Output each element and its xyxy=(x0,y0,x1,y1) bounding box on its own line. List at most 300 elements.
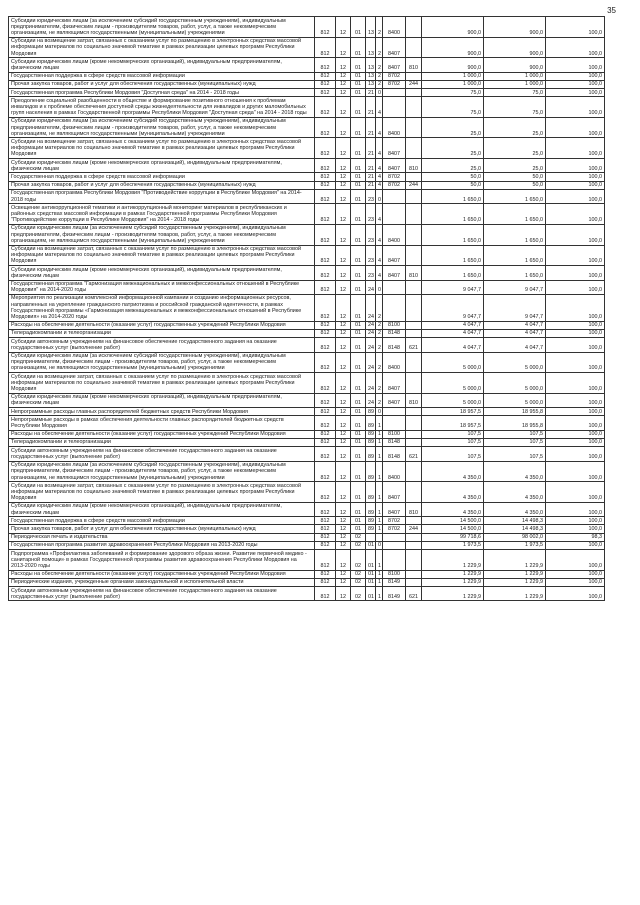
ministry-code-cell: 812 xyxy=(315,294,336,321)
expense-type-cell: 810 xyxy=(406,502,422,516)
table-row xyxy=(9,533,605,541)
row-name-cell: Прочая закупка товаров, работ и услуг для обеспечения государственных (муниципальных) нужд xyxy=(9,181,315,189)
row-name-cell: Государственная программа Республики Мордовия "Доступная среда" на 2014 - 2018 годы xyxy=(9,89,315,97)
planned-amount-cell: 1 229,9 xyxy=(422,550,484,571)
section-code-cell: 12 xyxy=(336,159,351,173)
execution-percent-cell: 100,0 xyxy=(546,117,605,138)
subsection-code-cell: 02 xyxy=(351,533,366,541)
ministry-code-cell: 812 xyxy=(315,587,336,601)
planned-amount-cell: 50,0 xyxy=(422,181,484,189)
expense-type-cell xyxy=(406,17,422,38)
expense-type-cell xyxy=(406,416,422,430)
target-code-part1-cell: 01 xyxy=(366,550,376,571)
target-code-part2-cell: 0 xyxy=(376,189,383,203)
target-code-part2-cell: 1 xyxy=(376,430,383,438)
expense-type-cell: 810 xyxy=(406,393,422,407)
subsection-code-cell: 01 xyxy=(351,294,366,321)
target-code-part3-cell xyxy=(383,541,406,549)
actual-amount-cell: 4 350,0 xyxy=(484,461,546,482)
row-name-cell: Субсидии автономным учреждениям на финансовое обеспечение государственного задания на оказание государственных услуг (выполнение работ) xyxy=(9,338,315,352)
planned-amount-cell: 18 957,5 xyxy=(422,416,484,430)
target-code-part2-cell: 2 xyxy=(376,58,383,72)
planned-amount-cell: 1 229,9 xyxy=(422,578,484,586)
execution-percent-cell: 100,0 xyxy=(546,550,605,571)
target-code-part2-cell: 2 xyxy=(376,321,383,329)
expense-type-cell xyxy=(406,97,422,118)
table-row xyxy=(9,89,605,97)
target-code-part1-cell: 13 xyxy=(366,80,376,88)
execution-percent-cell: 100,0 xyxy=(546,181,605,189)
subsection-code-cell: 01 xyxy=(351,138,366,159)
target-code-part2-cell: 4 xyxy=(376,204,383,225)
execution-percent-cell: 100,0 xyxy=(546,578,605,586)
subsection-code-cell: 01 xyxy=(351,502,366,516)
planned-amount-cell: 18 957,5 xyxy=(422,408,484,416)
target-code-part3-cell xyxy=(383,89,406,97)
target-code-part1-cell: 23 xyxy=(366,189,376,203)
target-code-part3-cell xyxy=(383,204,406,225)
target-code-part3-cell: 8407 xyxy=(383,373,406,394)
ministry-code-cell: 812 xyxy=(315,224,336,245)
execution-percent-cell: 100,0 xyxy=(546,224,605,245)
section-code-cell: 12 xyxy=(336,266,351,280)
section-code-cell: 12 xyxy=(336,80,351,88)
target-code-part3-cell: 8149 xyxy=(383,587,406,601)
subsection-code-cell: 01 xyxy=(351,80,366,88)
budget-table xyxy=(8,16,605,601)
row-name-cell: Субсидии на возмещение затрат, связанных с оказанием услуг по размещению в электронных средствах массовой информации материалов по социально значимой тематике в рамках реализации целевых программ Республики Мордовия xyxy=(9,245,315,266)
subsection-code-cell: 01 xyxy=(351,338,366,352)
execution-percent-cell: 100,0 xyxy=(546,159,605,173)
section-code-cell: 12 xyxy=(336,373,351,394)
target-code-part1-cell: 21 xyxy=(366,138,376,159)
actual-amount-cell: 1 650,0 xyxy=(484,224,546,245)
table-row xyxy=(9,280,605,294)
actual-amount-cell: 50,0 xyxy=(484,181,546,189)
subsection-code-cell: 01 xyxy=(351,117,366,138)
actual-amount-cell: 25,0 xyxy=(484,159,546,173)
ministry-code-cell: 812 xyxy=(315,280,336,294)
table-row xyxy=(9,525,605,533)
planned-amount-cell: 4 047,7 xyxy=(422,321,484,329)
expense-type-cell: 244 xyxy=(406,80,422,88)
planned-amount-cell: 4 350,0 xyxy=(422,482,484,503)
target-code-part1-cell: 21 xyxy=(366,97,376,118)
row-name-cell: Расходы на обеспечение деятельности (оказание услуг) государственных учреждений Республики Мордовия xyxy=(9,321,315,329)
ministry-code-cell: 812 xyxy=(315,329,336,337)
section-code-cell: 12 xyxy=(336,204,351,225)
ministry-code-cell: 812 xyxy=(315,578,336,586)
execution-percent-cell: 100,0 xyxy=(546,72,605,80)
table-row xyxy=(9,329,605,337)
target-code-part2-cell: 2 xyxy=(376,329,383,337)
ministry-code-cell: 812 xyxy=(315,373,336,394)
target-code-part3-cell: 8407 xyxy=(383,266,406,280)
row-name-cell: Субсидии юридическим лицам (за исключением субсидий государственным учреждениям), индивидуальным предпринимателям, физическим лицам - производителям товаров, работ, услуг, а также некоммерческим организациям, не являющимся государственными (муниципальными) учреждениями xyxy=(9,461,315,482)
target-code-part2-cell: 1 xyxy=(376,482,383,503)
table-row xyxy=(9,541,605,549)
ministry-code-cell: 812 xyxy=(315,525,336,533)
expense-type-cell xyxy=(406,294,422,321)
ministry-code-cell: 812 xyxy=(315,550,336,571)
target-code-part2-cell: 1 xyxy=(376,517,383,525)
execution-percent-cell: 100,0 xyxy=(546,430,605,438)
actual-amount-cell: 1 650,0 xyxy=(484,204,546,225)
target-code-part2-cell: 1 xyxy=(376,502,383,516)
target-code-part1-cell: 23 xyxy=(366,245,376,266)
subsection-code-cell: 01 xyxy=(351,173,366,181)
ministry-code-cell: 812 xyxy=(315,517,336,525)
table-row xyxy=(9,517,605,525)
target-code-part1-cell: 23 xyxy=(366,266,376,280)
actual-amount-cell: 107,5 xyxy=(484,438,546,446)
target-code-part1-cell: 89 xyxy=(366,416,376,430)
row-name-cell: Периодические издания, учрежденные органами законодательной и исполнительной власти xyxy=(9,578,315,586)
target-code-part3-cell: 8400 xyxy=(383,461,406,482)
target-code-part3-cell: 8407 xyxy=(383,138,406,159)
execution-percent-cell: 100,0 xyxy=(546,482,605,503)
section-code-cell: 12 xyxy=(336,189,351,203)
target-code-part3-cell: 8407 xyxy=(383,393,406,407)
expense-type-cell xyxy=(406,482,422,503)
row-name-cell: Периодическая печать и издательства xyxy=(9,533,315,541)
subsection-code-cell: 01 xyxy=(351,37,366,58)
row-name-cell: Субсидии юридическим лицам (за исключением субсидий государственным учреждениям), индивидуальным предпринимателям, физическим лицам - производителям товаров, работ, услуг, а также некоммерческим организациям, не являющимся государственными (муниципальными) учреждениями xyxy=(9,117,315,138)
target-code-part1-cell: 13 xyxy=(366,58,376,72)
execution-percent-cell: 100,0 xyxy=(546,80,605,88)
subsection-code-cell: 01 xyxy=(351,482,366,503)
section-code-cell: 12 xyxy=(336,408,351,416)
actual-amount-cell: 1 000,0 xyxy=(484,80,546,88)
planned-amount-cell: 9 047,7 xyxy=(422,294,484,321)
ministry-code-cell: 812 xyxy=(315,461,336,482)
target-code-part2-cell: 1 xyxy=(376,570,383,578)
actual-amount-cell: 5 000,0 xyxy=(484,393,546,407)
table-row xyxy=(9,173,605,181)
execution-percent-cell: 100,0 xyxy=(546,393,605,407)
target-code-part3-cell xyxy=(383,416,406,430)
execution-percent-cell: 100,0 xyxy=(546,138,605,159)
target-code-part3-cell xyxy=(383,189,406,203)
target-code-part3-cell xyxy=(383,533,406,541)
target-code-part2-cell: 2 xyxy=(376,393,383,407)
expense-type-cell: 244 xyxy=(406,181,422,189)
actual-amount-cell: 900,0 xyxy=(484,17,546,38)
actual-amount-cell: 14 498,3 xyxy=(484,525,546,533)
row-name-cell: Непрограммные расходы в рамках обеспечения деятельности главных распорядителей бюджетных средств Республики Мордовия xyxy=(9,416,315,430)
ministry-code-cell: 812 xyxy=(315,80,336,88)
planned-amount-cell: 107,5 xyxy=(422,430,484,438)
expense-type-cell: 621 xyxy=(406,587,422,601)
target-code-part1-cell: 01 xyxy=(366,541,376,549)
target-code-part3-cell: 8400 xyxy=(383,17,406,38)
section-code-cell: 12 xyxy=(336,578,351,586)
table-row xyxy=(9,393,605,407)
target-code-part2-cell: 4 xyxy=(376,173,383,181)
section-code-cell: 12 xyxy=(336,89,351,97)
section-code-cell: 12 xyxy=(336,97,351,118)
subsection-code-cell: 01 xyxy=(351,245,366,266)
execution-percent-cell: 100,0 xyxy=(546,266,605,280)
section-code-cell: 12 xyxy=(336,338,351,352)
expense-type-cell xyxy=(406,550,422,571)
ministry-code-cell: 812 xyxy=(315,393,336,407)
ministry-code-cell: 812 xyxy=(315,338,336,352)
target-code-part1-cell: 89 xyxy=(366,461,376,482)
ministry-code-cell: 812 xyxy=(315,408,336,416)
subsection-code-cell: 01 xyxy=(351,430,366,438)
execution-percent-cell: 100,0 xyxy=(546,373,605,394)
actual-amount-cell: 9 047,7 xyxy=(484,294,546,321)
target-code-part3-cell: 8100 xyxy=(383,570,406,578)
target-code-part2-cell: 2 xyxy=(376,37,383,58)
subsection-code-cell: 01 xyxy=(351,408,366,416)
subsection-code-cell: 01 xyxy=(351,447,366,461)
planned-amount-cell: 900,0 xyxy=(422,37,484,58)
target-code-part2-cell: 1 xyxy=(376,587,383,601)
budget-table-body xyxy=(9,17,605,601)
planned-amount-cell: 25,0 xyxy=(422,117,484,138)
row-name-cell: Непрограммные расходы главных распорядителей бюджетных средств Республики Мордовия xyxy=(9,408,315,416)
execution-percent-cell: 100,0 xyxy=(546,37,605,58)
actual-amount-cell: 75,0 xyxy=(484,97,546,118)
table-row xyxy=(9,447,605,461)
actual-amount-cell: 1 973,5 xyxy=(484,541,546,549)
target-code-part2-cell: 1 xyxy=(376,525,383,533)
table-row xyxy=(9,266,605,280)
target-code-part1-cell: 24 xyxy=(366,373,376,394)
target-code-part3-cell: 8702 xyxy=(383,80,406,88)
table-row xyxy=(9,80,605,88)
section-code-cell: 12 xyxy=(336,181,351,189)
target-code-part3-cell: 8407 xyxy=(383,482,406,503)
target-code-part1-cell: 21 xyxy=(366,89,376,97)
table-row xyxy=(9,352,605,373)
execution-percent-cell: 100,0 xyxy=(546,502,605,516)
row-name-cell: Государственная программа развития здравоохранения Республики Мордовия на 2013-2020 годы xyxy=(9,541,315,549)
execution-percent-cell: 98,3 xyxy=(546,533,605,541)
target-code-part2-cell: 1 xyxy=(376,550,383,571)
row-name-cell: Государственная программа Республики Мордовия "Противодействие коррупции в Республике Мордовия" на 2014-2018 годы xyxy=(9,189,315,203)
execution-percent-cell: 100,0 xyxy=(546,245,605,266)
expense-type-cell xyxy=(406,72,422,80)
table-row xyxy=(9,408,605,416)
section-code-cell: 12 xyxy=(336,72,351,80)
ministry-code-cell: 812 xyxy=(315,189,336,203)
planned-amount-cell: 4 047,7 xyxy=(422,338,484,352)
table-row xyxy=(9,224,605,245)
execution-percent-cell: 100,0 xyxy=(546,329,605,337)
planned-amount-cell: 1 650,0 xyxy=(422,245,484,266)
execution-percent-cell: 100,0 xyxy=(546,438,605,446)
ministry-code-cell: 812 xyxy=(315,204,336,225)
section-code-cell: 12 xyxy=(336,447,351,461)
execution-percent-cell: 100,0 xyxy=(546,587,605,601)
table-row xyxy=(9,570,605,578)
target-code-part1-cell: 21 xyxy=(366,117,376,138)
table-row xyxy=(9,294,605,321)
section-code-cell: 12 xyxy=(336,430,351,438)
expense-type-cell: 621 xyxy=(406,338,422,352)
target-code-part2-cell: 4 xyxy=(376,97,383,118)
subsection-code-cell: 01 xyxy=(351,321,366,329)
section-code-cell: 12 xyxy=(336,393,351,407)
expense-type-cell: 621 xyxy=(406,447,422,461)
target-code-part2-cell: 0 xyxy=(376,89,383,97)
target-code-part3-cell: 8400 xyxy=(383,117,406,138)
ministry-code-cell: 812 xyxy=(315,502,336,516)
target-code-part1-cell: 24 xyxy=(366,329,376,337)
target-code-part1-cell: 23 xyxy=(366,224,376,245)
expense-type-cell xyxy=(406,438,422,446)
actual-amount-cell: 9 047,7 xyxy=(484,280,546,294)
planned-amount-cell: 1 650,0 xyxy=(422,266,484,280)
section-code-cell: 12 xyxy=(336,550,351,571)
target-code-part3-cell: 8702 xyxy=(383,181,406,189)
table-row xyxy=(9,482,605,503)
subsection-code-cell: 01 xyxy=(351,224,366,245)
ministry-code-cell: 812 xyxy=(315,416,336,430)
ministry-code-cell: 812 xyxy=(315,541,336,549)
subsection-code-cell: 01 xyxy=(351,97,366,118)
target-code-part1-cell: 89 xyxy=(366,438,376,446)
row-name-cell: Государственная поддержка в сфере средств массовой информации xyxy=(9,517,315,525)
actual-amount-cell: 1 000,0 xyxy=(484,72,546,80)
subsection-code-cell: 01 xyxy=(351,416,366,430)
row-name-cell: Телерадиокомпании и телеорганизации xyxy=(9,438,315,446)
section-code-cell: 12 xyxy=(336,280,351,294)
execution-percent-cell: 100,0 xyxy=(546,280,605,294)
table-row xyxy=(9,338,605,352)
table-row xyxy=(9,587,605,601)
actual-amount-cell: 4 047,7 xyxy=(484,321,546,329)
expense-type-cell xyxy=(406,408,422,416)
target-code-part3-cell: 8400 xyxy=(383,224,406,245)
section-code-cell: 12 xyxy=(336,138,351,159)
planned-amount-cell: 14 500,0 xyxy=(422,525,484,533)
planned-amount-cell: 5 000,0 xyxy=(422,373,484,394)
subsection-code-cell: 02 xyxy=(351,578,366,586)
section-code-cell: 12 xyxy=(336,352,351,373)
target-code-part3-cell xyxy=(383,280,406,294)
target-code-part1-cell: 21 xyxy=(366,173,376,181)
table-row xyxy=(9,430,605,438)
ministry-code-cell: 812 xyxy=(315,58,336,72)
planned-amount-cell: 1 650,0 xyxy=(422,224,484,245)
target-code-part3-cell: 8148 xyxy=(383,447,406,461)
actual-amount-cell: 1 650,0 xyxy=(484,245,546,266)
table-row xyxy=(9,17,605,38)
target-code-part2-cell: 2 xyxy=(376,373,383,394)
subsection-code-cell: 01 xyxy=(351,393,366,407)
target-code-part2-cell: 2 xyxy=(376,17,383,38)
table-row xyxy=(9,438,605,446)
target-code-part3-cell: 8400 xyxy=(383,352,406,373)
expense-type-cell xyxy=(406,89,422,97)
target-code-part3-cell: 8407 xyxy=(383,245,406,266)
target-code-part2-cell: 4 xyxy=(376,117,383,138)
target-code-part2-cell xyxy=(376,533,383,541)
section-code-cell: 12 xyxy=(336,245,351,266)
expense-type-cell xyxy=(406,138,422,159)
target-code-part1-cell: 13 xyxy=(366,37,376,58)
execution-percent-cell: 100,0 xyxy=(546,89,605,97)
target-code-part1-cell: 21 xyxy=(366,181,376,189)
subsection-code-cell: 02 xyxy=(351,587,366,601)
expense-type-cell xyxy=(406,280,422,294)
table-row xyxy=(9,321,605,329)
ministry-code-cell: 812 xyxy=(315,181,336,189)
target-code-part2-cell: 4 xyxy=(376,245,383,266)
row-name-cell: Телерадиокомпании и телеорганизации xyxy=(9,329,315,337)
target-code-part1-cell: 01 xyxy=(366,578,376,586)
execution-percent-cell: 100,0 xyxy=(546,97,605,118)
target-code-part3-cell: 8148 xyxy=(383,329,406,337)
target-code-part3-cell: 8702 xyxy=(383,525,406,533)
actual-amount-cell: 1 650,0 xyxy=(484,266,546,280)
target-code-part1-cell: 01 xyxy=(366,570,376,578)
expense-type-cell xyxy=(406,204,422,225)
execution-percent-cell: 100,0 xyxy=(546,352,605,373)
target-code-part2-cell: 4 xyxy=(376,159,383,173)
actual-amount-cell: 1 229,9 xyxy=(484,550,546,571)
planned-amount-cell: 1 000,0 xyxy=(422,72,484,80)
target-code-part1-cell: 24 xyxy=(366,393,376,407)
subsection-code-cell: 01 xyxy=(351,181,366,189)
planned-amount-cell: 75,0 xyxy=(422,89,484,97)
planned-amount-cell: 4 047,7 xyxy=(422,329,484,337)
table-row xyxy=(9,189,605,203)
subsection-code-cell: 01 xyxy=(351,72,366,80)
row-name-cell: Мероприятия по реализации комплексной информационной кампании и созданию информационных ресурсов, направленных на укрепление гражданского патриотизма и российской гражданской идентичности, в рамках Государственной программы «Гармонизация межнациональных и межконфессиональных отношений в Республике Мордовия» на 2014-2020 годы xyxy=(9,294,315,321)
ministry-code-cell: 812 xyxy=(315,430,336,438)
execution-percent-cell: 100,0 xyxy=(546,173,605,181)
planned-amount-cell: 25,0 xyxy=(422,138,484,159)
actual-amount-cell: 1 229,9 xyxy=(484,570,546,578)
expense-type-cell xyxy=(406,173,422,181)
section-code-cell: 12 xyxy=(336,525,351,533)
execution-percent-cell: 100,0 xyxy=(546,570,605,578)
planned-amount-cell: 900,0 xyxy=(422,17,484,38)
section-code-cell: 12 xyxy=(336,533,351,541)
subsection-code-cell: 01 xyxy=(351,89,366,97)
table-row xyxy=(9,245,605,266)
target-code-part2-cell: 4 xyxy=(376,138,383,159)
target-code-part1-cell: 24 xyxy=(366,352,376,373)
actual-amount-cell: 75,0 xyxy=(484,89,546,97)
expense-type-cell xyxy=(406,352,422,373)
ministry-code-cell: 812 xyxy=(315,138,336,159)
ministry-code-cell: 812 xyxy=(315,352,336,373)
expense-type-cell xyxy=(406,461,422,482)
expense-type-cell: 244 xyxy=(406,525,422,533)
actual-amount-cell: 1 650,0 xyxy=(484,189,546,203)
actual-amount-cell: 4 047,7 xyxy=(484,329,546,337)
subsection-code-cell: 01 xyxy=(351,373,366,394)
expense-type-cell xyxy=(406,37,422,58)
target-code-part1-cell xyxy=(366,533,376,541)
execution-percent-cell: 100,0 xyxy=(546,408,605,416)
row-name-cell: Субсидии на возмещение затрат, связанных с оказанием услуг по размещению в электронных средствах массовой информации материалов по социально значимой тематике в рамках реализации целевых программ Республики Мордовия xyxy=(9,138,315,159)
actual-amount-cell: 4 047,7 xyxy=(484,338,546,352)
target-code-part2-cell: 4 xyxy=(376,224,383,245)
section-code-cell: 12 xyxy=(336,294,351,321)
row-name-cell: Субсидии юридическим лицам (кроме некоммерческих организаций), индивидуальным предпринимателям, физическим лицам xyxy=(9,266,315,280)
subsection-code-cell: 01 xyxy=(351,58,366,72)
actual-amount-cell: 1 229,9 xyxy=(484,578,546,586)
table-row xyxy=(9,578,605,586)
actual-amount-cell: 98 002,0 xyxy=(484,533,546,541)
